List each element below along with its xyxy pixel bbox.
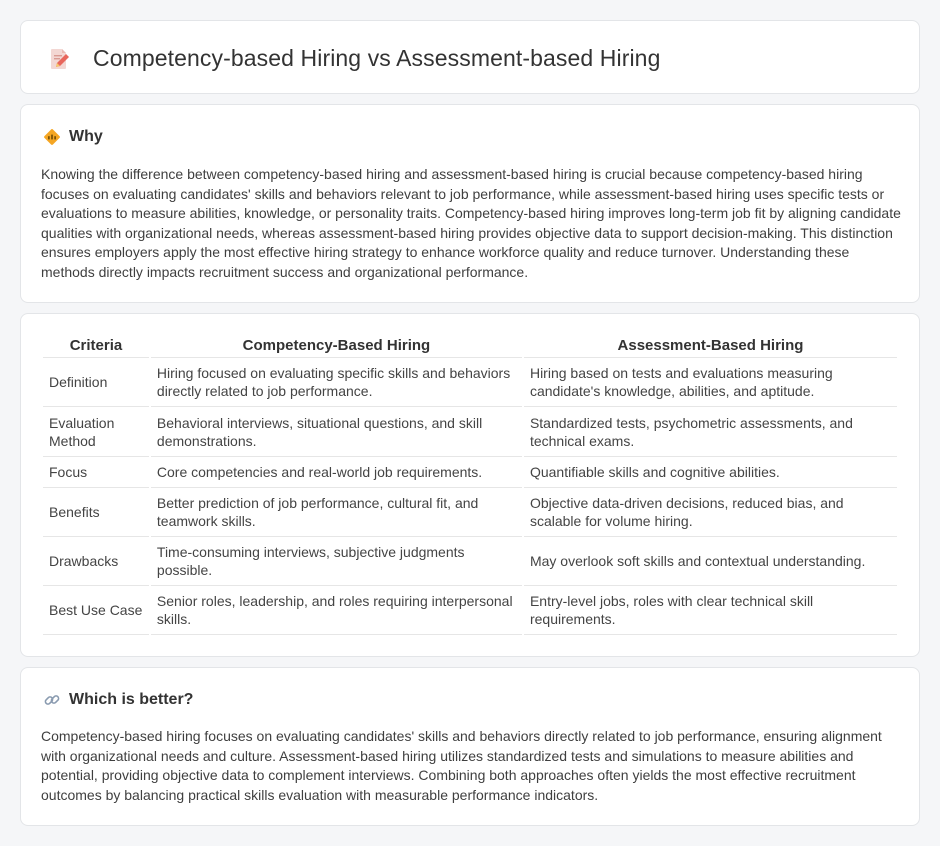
road-sign-icon [43,128,61,146]
row-criteria: Evaluation Method [43,407,149,457]
header-competency: Competency-Based Hiring [151,334,522,358]
link-icon [43,691,61,709]
table-row [43,407,897,457]
table-row [43,537,897,586]
row-assessment: Standardized tests, psychometric assessments, and technical exams. [524,407,897,457]
row-assessment: Entry-level jobs, roles with clear technical skill requirements. [524,586,897,635]
row-competency: Senior roles, leadership, and roles requiring interpersonal skills. [151,586,522,635]
header-assessment: Assessment-Based Hiring [524,334,897,358]
document-pen-icon [47,47,71,71]
comparison-section [20,313,920,657]
page-title: Competency-based Hiring vs Assessment-based Hiring [93,45,661,71]
comparison-table [41,334,899,635]
title-row [47,45,660,72]
row-criteria: Focus [43,457,149,488]
row-competency: Hiring focused on evaluating specific skills and behaviors directly related to job performance. [151,358,522,407]
header-criteria: Criteria [43,334,149,358]
row-competency: Core competencies and real-world job requirements. [151,457,522,488]
row-assessment: May overlook soft skills and contextual understanding. [524,537,897,586]
row-criteria: Definition [43,358,149,407]
table-row [43,488,897,537]
better-paragraph: Competency-based hiring focuses on evaluating candidates' skills and behaviors directly related to job performance, ensuring alignment with organizational needs and culture. Assessment-based hiring utilizes standardized tests and simulations to measure abilities and potential, providing objective data to complement interviews. Combining both approaches often yields the most effective recruitment outcomes by balancing practical skills evaluation with measurable performance indicators. [41,728,882,803]
why-paragraph: Knowing the difference between competency-based hiring and assessment-based hiring is crucial because competency-based hiring focuses on evaluating candidates' skills and behaviors relevant to job performance, while assessment-based hiring uses specific tests or evaluations to measure abilities, knowledge, or personality traits. Competency-based hiring improves long-term job fit by aligning candidate qualities with organizational needs, whereas assessment-based hiring provides objective data to support decision-making. This distinction ensures employers apply the most effective hiring strategy to enhance workforce quality and reduce turnover. Understanding these methods directly impacts recruitment success and organizational performance. [41,166,901,280]
row-competency: Better prediction of job performance, cultural fit, and teamwork skills. [151,488,522,537]
row-competency: Time-consuming interviews, subjective judgments possible. [151,537,522,586]
row-assessment: Hiring based on tests and evaluations measuring candidate's knowledge, abilities, and aptitude. [524,358,897,407]
table-header-row [43,334,897,358]
table-row [43,358,897,407]
row-criteria: Benefits [43,488,149,537]
row-assessment: Quantifiable skills and cognitive abilities. [524,457,897,488]
row-criteria: Best Use Case [43,586,149,635]
row-competency: Behavioral interviews, situational questions, and skill demonstrations. [151,407,522,457]
better-section [20,667,920,826]
why-heading [43,128,103,146]
table-row [43,457,897,488]
why-title: Why [69,128,103,145]
better-title: Which is better? [69,691,194,708]
why-section [20,104,920,303]
better-heading [43,691,193,709]
title-card [20,20,920,94]
row-criteria: Drawbacks [43,537,149,586]
row-assessment: Objective data-driven decisions, reduced bias, and scalable for volume hiring. [524,488,897,537]
table-row [43,586,897,635]
